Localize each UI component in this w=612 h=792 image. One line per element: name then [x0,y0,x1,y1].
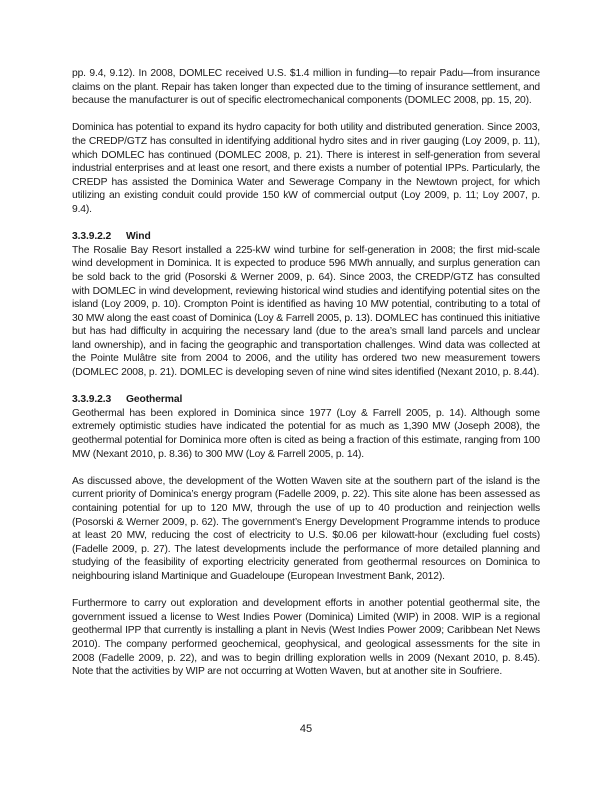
paragraph-padu-repair: pp. 9.4, 9.12). In 2008, DOMLEC received U.S. $1.4 million in funding—to repair Padu—from insurance claims on the plant. Repair has taken longer than expected due to the timing of insurance settlement, and because the manufacturer is out of specific electromechanical components (DOMLEC 2008, pp. 15, 20). [72,68,540,107]
paragraph-wotten-waven: As discussed above, the development of the Wotten Waven site at the southern part of the island is the current priority of Dominica’s energy program (Fadelle 2009, p. 22). This site alone has been assessed as containing potential for up to 120 MW, through the use of up to 40 production and reinjection wells (Posorski & Werner 2009, p. 62). The government’s Energy Development Programme intends to produce at least 20 MW, reducing the cost of electricity to U.S. $0.06 per kilowatt-hour (excluding fuel costs) (Fadelle 2009, p. 27). The latest developments include the performance of more detailed planning and studying of the feasibility of exporting electricity generated from geothermal resources on Dominica to neighbouring island Martinique and Guadeloupe (European Investment Bank, 2012). [72,475,540,582]
page-number: 45 [299,723,313,735]
document-page [72,67,540,692]
section-number: 3.3.9.2.3 [72,394,112,406]
paragraph-wind: The Rosalie Bay Resort installed a 225-kW wind turbine for self-generation in 2008; the first mid-scale wind development in Dominica. It is expected to produce 596 MWh annually, and surplus generation can be sold back to the grid (Posorski & Werner 2009, p. 64). Since 2003, the CREDP/GTZ has consulted with DOMLEC in wind development, reviewing historical wind studies and identifying potential sites on the island (Loy 2009, p. 10). Crompton Point is identified as having 10 MW potential, contributing to a total of 30 MW along the east coast of Dominica (Loy & Farrell 2005, p. 13). DOMLEC has continued this initiative but has had difficulty in acquiring the necessary land (due to the area’s small land parcels and unclear land ownership), and in facing the geographic and transportation challenges. Wind data was collected at the Pointe Mulâtre site from 2004 to 2006, and the utility has ordered two new measurement towers (DOMLEC 2008, p. 21). DOMLEC is developing seven of nine wind sites identified (Nexant 2010, p. 8.44). [72,244,540,379]
section-heading-wind [72,230,540,244]
paragraph-west-indies-power: Furthermore to carry out exploration and development efforts in another potential geothermal site, the government issued a license to West Indies Power (Dominica) Limited (WIP) in 2008. WIP is a regional geothermal IPP that currently is installing a plant in Nevis (West Indies Power 2009; Caribbean Net News 2010). The company performed geochemical, geophysical, and geological assessments for the site in 2008 (Fadelle 2009, p. 22), and was to begin drilling exploration wells in 2009 (Nexant 2010, p. 8.45). Note that the activities by WIP are not occurring at Wotten Waven, but at another site in Soufriere. [72,598,540,678]
section-number: 3.3.9.2.2 [72,231,112,243]
paragraph-hydro-capacity: Dominica has potential to expand its hydro capacity for both utility and distributed generation. Since 2003, the CREDP/GTZ has consulted in identifying additional hydro sites and in river gauging (Loy 2009, p. 11), which DOMLEC has continued (DOMLEC 2008, p. 21). There is interest in self-generation from several industrial enterprises and at least one resort, and there exists a number of potential IPPs. Particularly, the CREDP has assisted the Dominica Water and Sewerage Company in the Newtown project, for which utilizing an existing conduit could provide 150 kW of commercial output (Loy 2009, p. 11; Loy 2007, p. 9.4). [72,122,540,215]
paragraph-geothermal-history: Geothermal has been explored in Dominica since 1977 (Loy & Farrell 2005, p. 14). Although some extremely optimistic studies have indicated the potential for as much as 1,390 MW (Joseph 2008), the geothermal potential for Dominica more often is cited as being a fraction of this estimate, ranging from 100 MW (Nexant 2010, p. 8.36) to 300 MW (Loy & Farrell 2005, p. 14). [72,407,540,460]
section-title: Geothermal [126,394,183,406]
section-title: Wind [126,231,151,243]
section-heading-geothermal [72,393,540,407]
